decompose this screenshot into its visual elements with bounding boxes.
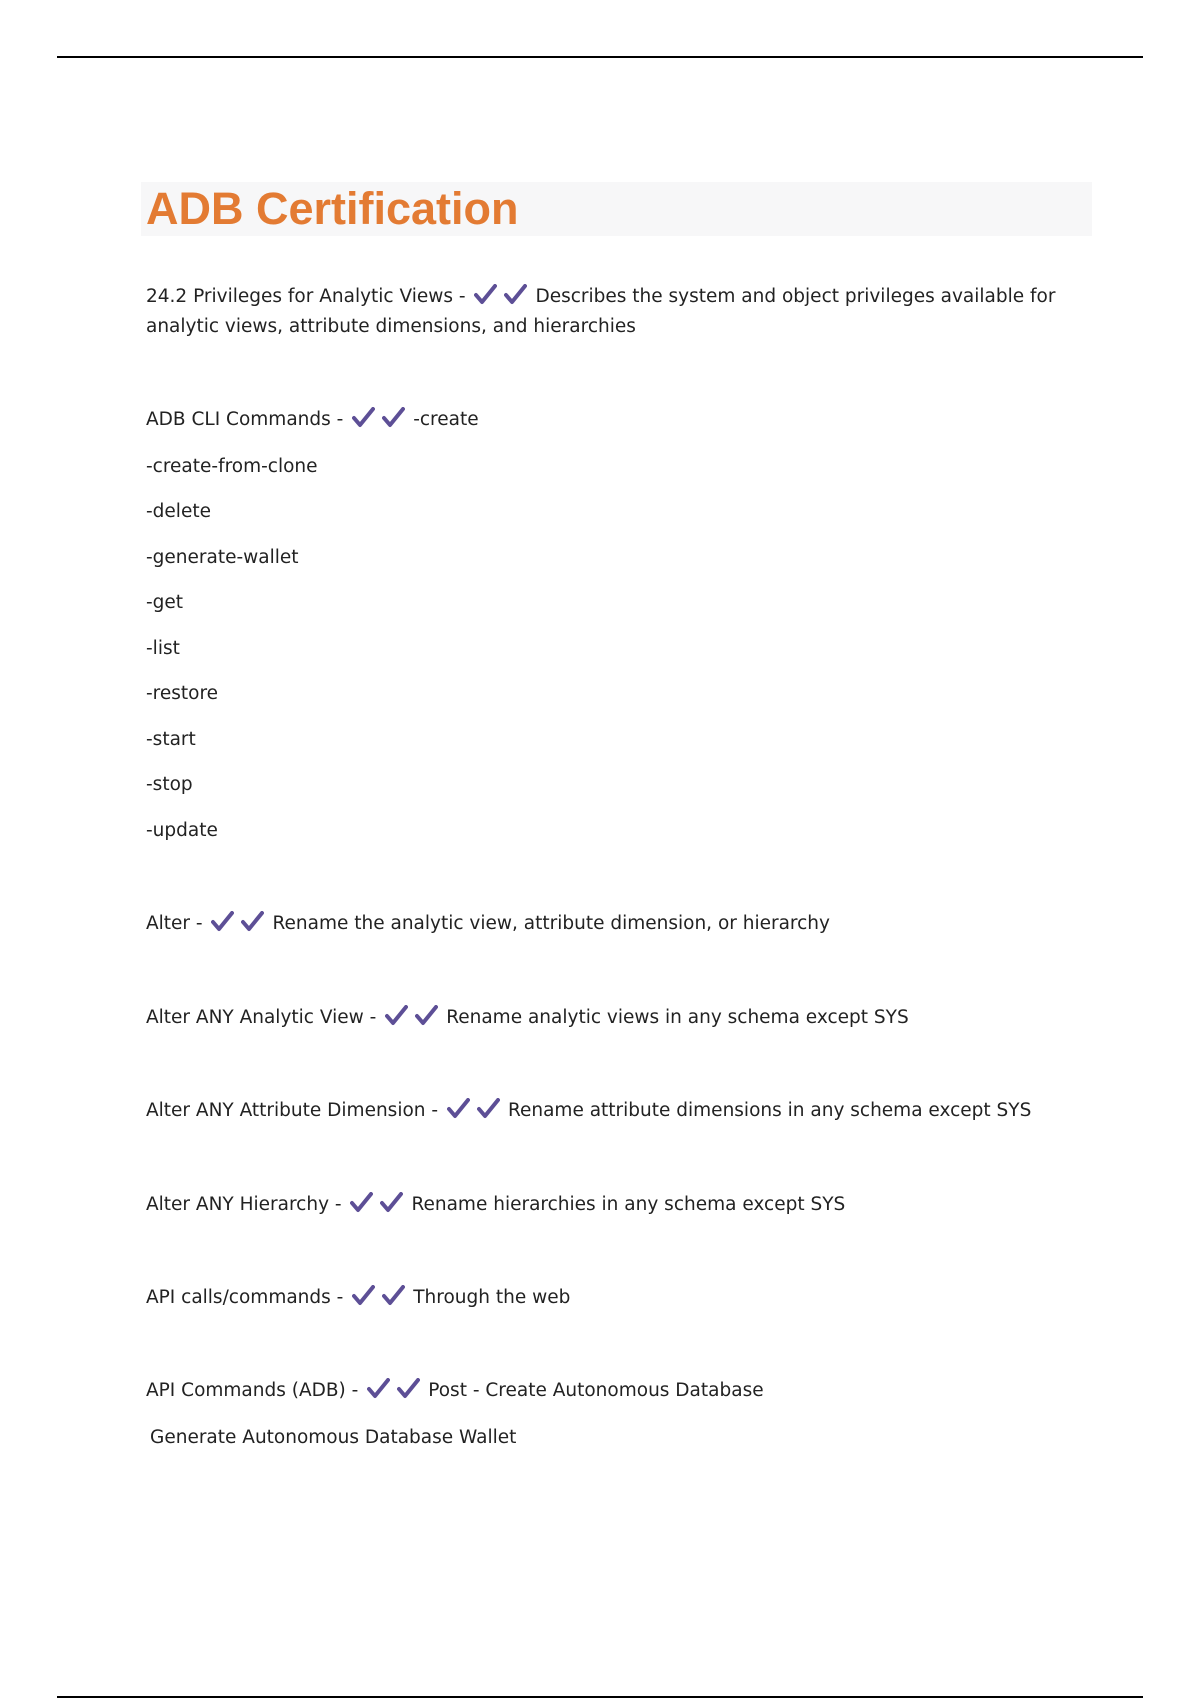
check-icon <box>382 407 405 429</box>
double-check <box>352 405 412 435</box>
entry-privileges <box>146 282 1055 312</box>
entry-definition: Describes the system and object privileges available for <box>535 286 1056 307</box>
entry-term: API calls/commands - <box>146 1287 344 1308</box>
check-icon <box>477 1098 500 1120</box>
entry-definition: Post - Create Autonomous Database <box>428 1380 764 1401</box>
double-check <box>352 1283 412 1313</box>
double-check <box>447 1096 507 1126</box>
entry-api-commands <box>146 1376 764 1406</box>
check-icon <box>385 1005 408 1027</box>
entry-term: API Commands (ADB) - <box>146 1380 359 1401</box>
check-icon <box>352 407 375 429</box>
entry-definition: Rename hierarchies in any schema except SYS <box>411 1194 846 1215</box>
entry-api-commands-cont: Generate Autonomous Database Wallet <box>150 1427 517 1448</box>
document-title: ADB Certification <box>146 183 519 234</box>
double-check <box>385 1003 445 1033</box>
entry-term: 24.2 Privileges for Analytic Views - <box>146 286 466 307</box>
cli-item: -stop <box>146 774 193 795</box>
entry-definition: Rename analytic views in any schema except SYS <box>446 1007 909 1028</box>
entry-alter-any-dimension <box>146 1096 1031 1126</box>
entry-alter-any-view <box>146 1003 909 1033</box>
cli-item: -start <box>146 729 196 750</box>
entry-privileges-cont: analytic views, attribute dimensions, and hierarchies <box>146 316 636 337</box>
entry-term: Alter - <box>146 913 203 934</box>
check-icon <box>350 1192 373 1214</box>
entry-definition: Through the web <box>413 1287 571 1308</box>
top-rule <box>57 56 1143 58</box>
cli-item: -create-from-clone <box>146 456 318 477</box>
cli-item: -restore <box>146 683 219 704</box>
check-icon <box>474 284 497 306</box>
double-check <box>474 282 534 312</box>
entry-term: ADB CLI Commands - <box>146 409 344 430</box>
check-icon <box>211 911 234 933</box>
double-check <box>367 1376 427 1406</box>
entry-cli <box>146 405 479 435</box>
cli-item: -list <box>146 638 180 659</box>
entry-term: Alter ANY Attribute Dimension - <box>146 1100 439 1121</box>
check-icon <box>397 1378 420 1400</box>
entry-definition: -create <box>413 409 479 430</box>
check-icon <box>380 1192 403 1214</box>
check-icon <box>241 911 264 933</box>
entry-alter <box>146 909 830 939</box>
double-check <box>350 1190 410 1220</box>
entry-term: Alter ANY Hierarchy - <box>146 1194 342 1215</box>
cli-item: -get <box>146 592 184 613</box>
check-icon <box>447 1098 470 1120</box>
check-icon <box>382 1285 405 1307</box>
check-icon <box>367 1378 390 1400</box>
cli-item: -update <box>146 820 218 841</box>
check-icon <box>415 1005 438 1027</box>
entry-term: Alter ANY Analytic View - <box>146 1007 377 1028</box>
check-icon <box>352 1285 375 1307</box>
entry-api-calls <box>146 1283 570 1313</box>
bottom-rule <box>57 1696 1143 1698</box>
check-icon <box>504 284 527 306</box>
double-check <box>211 909 271 939</box>
entry-alter-any-hierarchy <box>146 1190 845 1220</box>
cli-item: -delete <box>146 501 211 522</box>
entry-definition: Rename attribute dimensions in any schema except SYS <box>507 1100 1032 1121</box>
cli-item: -generate-wallet <box>146 547 299 568</box>
entry-definition: Rename the analytic view, attribute dimension, or hierarchy <box>272 913 830 934</box>
